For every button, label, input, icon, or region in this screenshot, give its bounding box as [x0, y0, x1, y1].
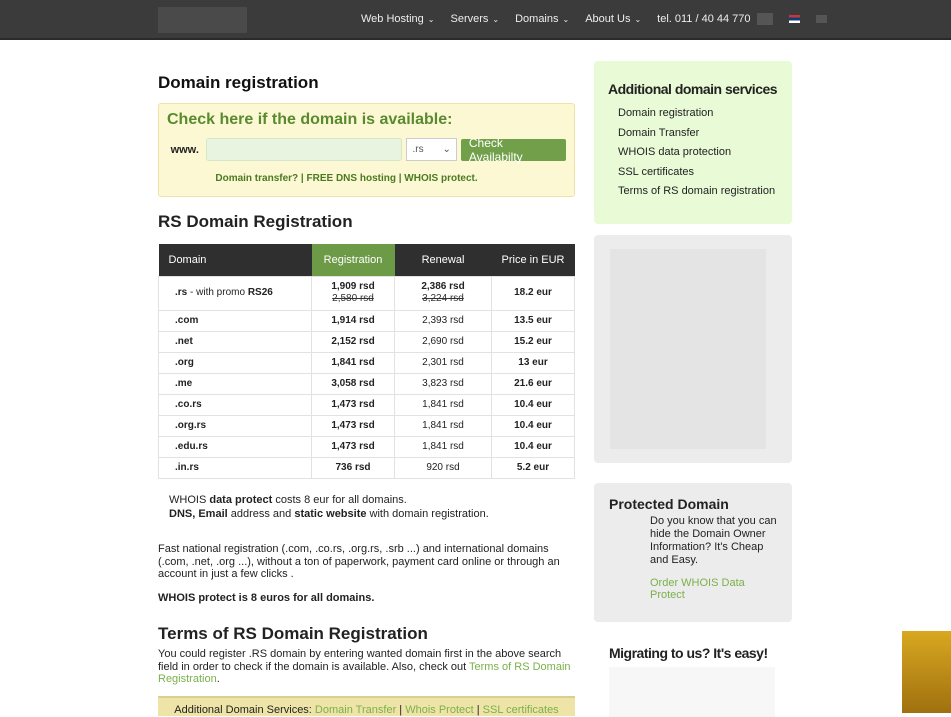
- domain-cell: .net: [159, 331, 312, 352]
- renewal-cell: 1,841 rsd: [395, 436, 492, 457]
- domain-cell: .org: [159, 352, 312, 373]
- table-row: [159, 331, 575, 352]
- nav-servers[interactable]: [450, 13, 499, 25]
- domain-cell: .co.rs: [159, 394, 312, 415]
- phone-number[interactable]: tel. 011 / 40 44 770: [657, 13, 751, 25]
- whois-note: WHOIS protect is 8 euros for all domains.: [158, 592, 375, 604]
- icon-placeholder[interactable]: [757, 13, 773, 25]
- table-row: [159, 436, 575, 457]
- sidebar-link[interactable]: WHOIS data protection: [618, 146, 732, 158]
- header: [0, 0, 951, 40]
- sidebar-link[interactable]: Terms of RS domain registration: [618, 185, 776, 197]
- registration-cell: 736 rsd: [312, 457, 395, 478]
- page-title: Domain registration: [158, 73, 319, 92]
- registration-cell: 1,841 rsd: [312, 352, 395, 373]
- ssl-link[interactable]: SSL certificates: [482, 704, 559, 716]
- nav-label: About Us: [585, 13, 631, 25]
- renewal-cell: 2,690 rsd: [395, 331, 492, 352]
- additional-services-bar: Additional Domain Services: Domain Transfer | Whois Protect | SSL certificates: [158, 696, 575, 716]
- check-title: Check here if the domain is available:: [167, 111, 453, 128]
- banner-panel: [594, 235, 792, 463]
- registration-cell: 2,152 rsd: [312, 331, 395, 352]
- registration-cell: 1,473 rsd: [312, 436, 395, 457]
- price-cell: 15.2 eur: [492, 331, 575, 352]
- migrate-title: Migrating to us? It's easy!: [609, 645, 768, 661]
- price-cell: 13 eur: [492, 352, 575, 373]
- domain-transfer-link[interactable]: Domain Transfer: [314, 704, 397, 716]
- banner-image[interactable]: [610, 249, 766, 449]
- table-row: [159, 310, 575, 331]
- nav-label: Web Hosting: [361, 13, 424, 25]
- pricing-table: [158, 244, 575, 479]
- chevron-down-icon: ⌄: [427, 15, 435, 24]
- header-domain: Domain: [159, 244, 312, 276]
- nav-label: Domains: [515, 13, 559, 25]
- chevron-down-icon: ⌄: [492, 15, 500, 24]
- serbian-flag-icon[interactable]: [789, 15, 800, 23]
- domain-cell: .edu.rs: [159, 436, 312, 457]
- chevron-down-icon: ⌄: [634, 15, 642, 24]
- protected-text: Do you know that you can hide the Domain Owner Information? It's Cheap and Easy.: [650, 515, 777, 566]
- terms-link[interactable]: Terms of RS Domain Registration: [158, 660, 571, 685]
- sidebar-link[interactable]: Domain registration: [618, 107, 714, 119]
- price-cell: 10.4 eur: [492, 394, 575, 415]
- registration-cell: 3,058 rsd: [312, 373, 395, 394]
- protected-title: Protected Domain: [609, 496, 729, 512]
- renewal-cell: 2,393 rsd: [395, 310, 492, 331]
- terms-title: Terms of RS Domain Registration: [158, 624, 428, 643]
- logo[interactable]: [158, 7, 247, 33]
- table-row: [159, 276, 575, 310]
- english-flag-icon[interactable]: [816, 15, 827, 23]
- renewal-cell: 2,386 rsd 3,224 rsd: [395, 276, 492, 310]
- domain-check-box: [158, 103, 575, 197]
- whois-protect-link[interactable]: Whois Protect: [405, 704, 474, 716]
- renewal-cell: 2,301 rsd: [395, 352, 492, 373]
- order-whois-link[interactable]: Order WHOIS Data Protect: [650, 577, 745, 601]
- domain-cell: .me: [159, 373, 312, 394]
- domain-input[interactable]: [206, 138, 402, 161]
- tld-select[interactable]: [406, 138, 456, 161]
- header-renewal: Renewal: [395, 244, 492, 276]
- domain-cell: .com: [159, 310, 312, 331]
- sidebar-link[interactable]: SSL certificates: [618, 165, 695, 178]
- nav-label: Servers: [450, 13, 489, 25]
- domain-cell: .in.rs: [159, 457, 312, 478]
- main-nav: [361, 13, 827, 25]
- price-cell: 21.6 eur: [492, 373, 575, 394]
- table-row: [159, 457, 575, 478]
- renewal-cell: 920 rsd: [395, 457, 492, 478]
- renewal-cell: 1,841 rsd: [395, 394, 492, 415]
- price-cell: 13.5 eur: [492, 310, 575, 331]
- check-availability-button[interactable]: Check Availabilty: [461, 139, 566, 161]
- price-cell: 10.4 eur: [492, 436, 575, 457]
- chevron-down-icon: ⌄: [442, 144, 451, 155]
- header-price-eur: Price in EUR: [492, 244, 575, 276]
- registration-cell: 1,909 rsd 2,580 rsd: [312, 276, 395, 310]
- domain-cell: .org.rs: [159, 415, 312, 436]
- registration-cell: 1,473 rsd: [312, 415, 395, 436]
- sidebar-title: Additional domain services: [608, 81, 778, 97]
- table-row: [159, 394, 575, 415]
- price-cell: 10.4 eur: [492, 415, 575, 436]
- price-cell: 5.2 eur: [492, 457, 575, 478]
- sidebar-link[interactable]: Domain Transfer: [618, 126, 700, 139]
- nav-about-us[interactable]: [585, 13, 641, 25]
- table-row: [159, 352, 575, 373]
- table-title: RS Domain Registration: [158, 212, 353, 231]
- nav-domains[interactable]: [515, 13, 569, 25]
- chevron-down-icon: ⌄: [562, 15, 570, 24]
- terms-text: You could register .RS domain by entering wanted domain first in the above search field in order to check if the domain is available. Also, check out Terms of RS Domain Registration.: [158, 648, 571, 685]
- tld-value: .rs: [412, 144, 424, 155]
- watermark-logo: [902, 631, 951, 713]
- www-label: www.: [170, 143, 199, 156]
- nav-web-hosting[interactable]: [361, 13, 434, 25]
- protected-domain-panel: [594, 483, 792, 622]
- renewal-cell: 1,841 rsd: [395, 415, 492, 436]
- migrate-image: [609, 667, 775, 717]
- registration-cell: 1,914 rsd: [312, 310, 395, 331]
- header-registration: Registration: [312, 244, 395, 276]
- registration-cell: 1,473 rsd: [312, 394, 395, 415]
- check-links[interactable]: Domain transfer? | FREE DNS hosting | WHOIS protect.: [215, 173, 478, 184]
- additional-services-panel: [594, 61, 792, 224]
- price-cell: 18.2 eur: [492, 276, 575, 310]
- notes: WHOIS data protect costs 8 eur for all domains. DNS, Email address and static website with domain registration.: [169, 494, 489, 520]
- domain-cell: .rs - with promo RS26: [159, 276, 312, 310]
- intro-paragraph: Fast national registration (.com, .co.rs, .org.rs, .srb ...) and international domains (.com, .net, .org ...), without a ton of paperwork, payment card online or through an account in just a few clicks .: [158, 543, 560, 580]
- table-row: [159, 373, 575, 394]
- renewal-cell: 3,823 rsd: [395, 373, 492, 394]
- table-row: [159, 415, 575, 436]
